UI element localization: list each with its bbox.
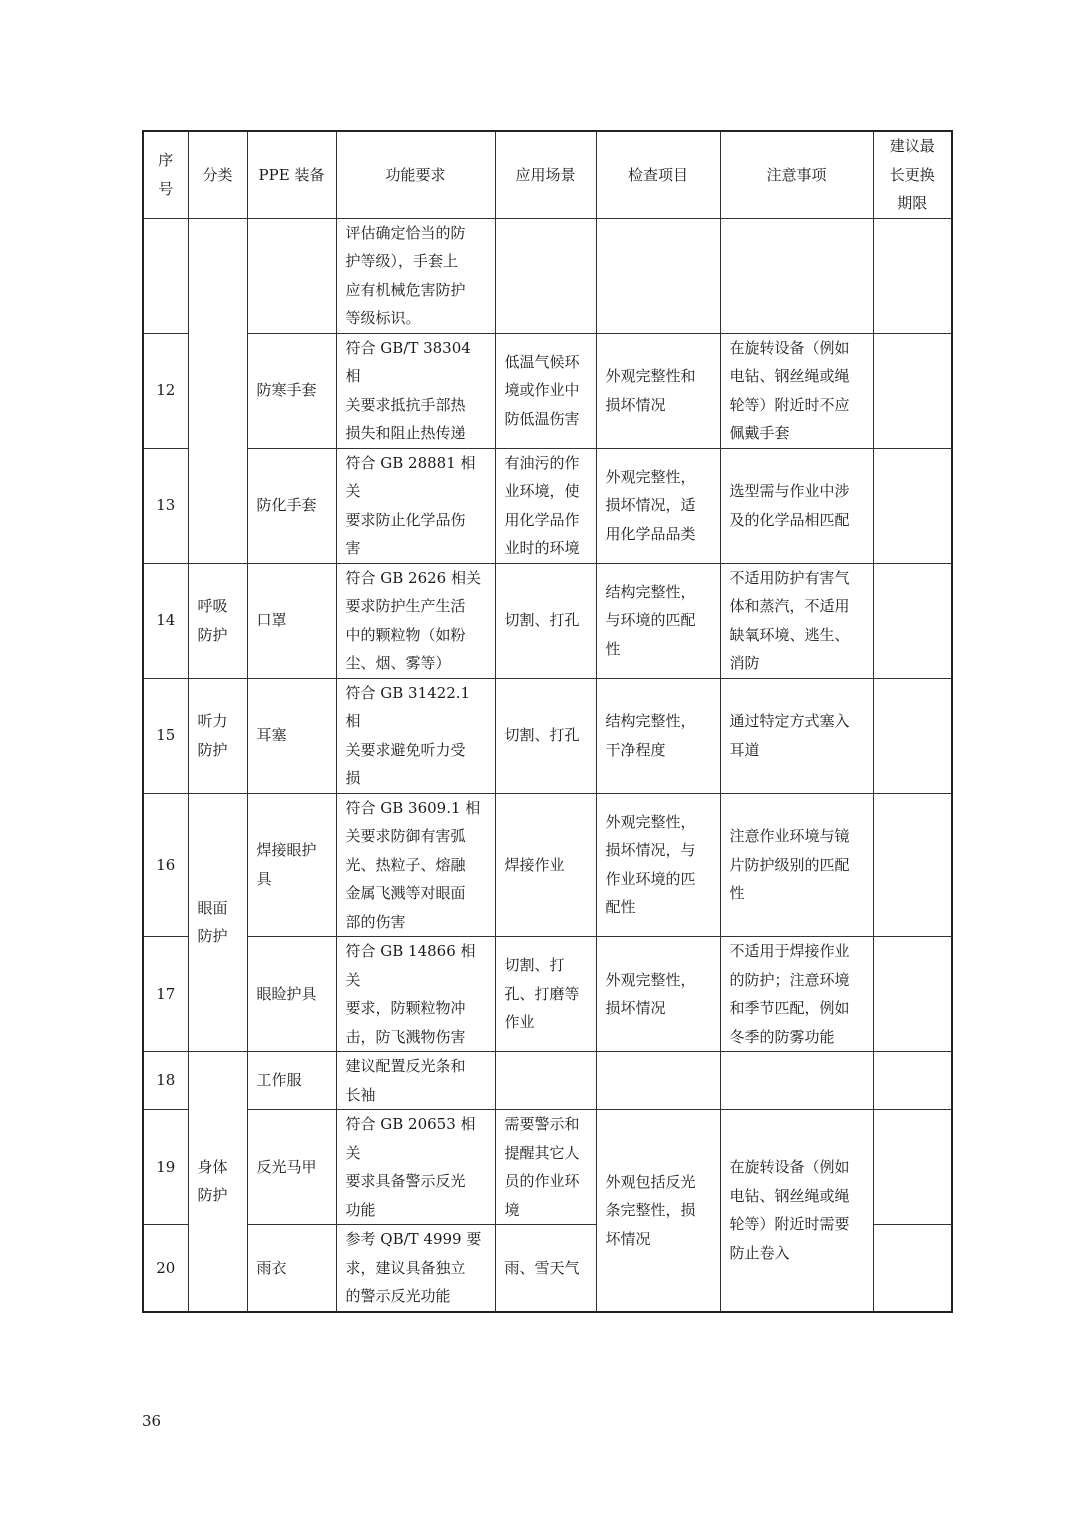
cell-num: 17 [143,937,188,1052]
cell-notes: 在旋转设备（例如 电钻、钢丝绳或绳 轮等）附近时不应 佩戴手套 [720,333,873,448]
cell-category: 眼面 防护 [188,793,247,1052]
cell-ppe: 反光马甲 [247,1110,336,1225]
cell-inspection [596,218,720,333]
cell-ppe [247,218,336,333]
cell-period [873,218,952,333]
cell-function: 评估确定恰当的防 护等级），手套上 应有机械危害防护 等级标识。 [336,218,495,333]
cell-scenario: 切割、打 孔、打磨等 作业 [495,937,596,1052]
cell-inspection: 外观完整性， 损坏情况 [596,937,720,1052]
cell-category [188,218,247,563]
cell-notes: 通过特定方式塞入 耳道 [720,678,873,793]
cell-scenario: 低温气候环 境或作业中 防低温伤害 [495,333,596,448]
table-row [143,793,952,937]
cell-notes: 不适用于焊接作业 的防护；注意环境 和季节匹配，例如 冬季的防雾功能 [720,937,873,1052]
cell-notes: 注意作业环境与镜 片防护级别的匹配 性 [720,793,873,937]
cell-period [873,563,952,678]
page-number: 36 [142,1412,162,1430]
header-category: 分类 [188,131,247,218]
cell-scenario [495,218,596,333]
cell-scenario: 焊接作业 [495,793,596,937]
cell-period [873,1110,952,1225]
cell-inspection: 外观包括反光 条完整性，损 坏情况 [596,1110,720,1312]
cell-function: 符合 GB 14866 相关 要求，防颗粒物冲 击，防飞溅物伤害 [336,937,495,1052]
table-row [143,448,952,563]
cell-category: 身体 防护 [188,1052,247,1312]
cell-scenario: 切割、打孔 [495,563,596,678]
cell-scenario: 雨、雪天气 [495,1225,596,1312]
cell-num: 20 [143,1225,188,1312]
header-function: 功能要求 [336,131,495,218]
cell-period [873,1052,952,1110]
cell-inspection: 结构完整性， 干净程度 [596,678,720,793]
cell-num: 15 [143,678,188,793]
cell-notes: 在旋转设备（例如 电钻、钢丝绳或绳 轮等）附近时需要 防止卷入 [720,1110,873,1312]
cell-num: 18 [143,1052,188,1110]
table-row [143,1052,952,1110]
header-ppe: PPE 装备 [247,131,336,218]
cell-ppe: 工作服 [247,1052,336,1110]
header-scenario: 应用场景 [495,131,596,218]
cell-notes: 不适用防护有害气 体和蒸汽，不适用 缺氧环境、逃生、 消防 [720,563,873,678]
cell-category: 听力 防护 [188,678,247,793]
cell-scenario: 有油污的作 业环境，使 用化学品作 业时的环境 [495,448,596,563]
cell-num: 12 [143,333,188,448]
cell-ppe: 口罩 [247,563,336,678]
cell-inspection [596,1052,720,1110]
table-row [143,1110,952,1225]
header-notes: 注意事项 [720,131,873,218]
cell-function: 建议配置反光条和 长袖 [336,1052,495,1110]
cell-ppe: 眼睑护具 [247,937,336,1052]
cell-num [143,218,188,333]
cell-function: 符合 GB 2626 相关 要求防护生产生活 中的颗粒物（如粉 尘、烟、雾等） [336,563,495,678]
cell-num: 14 [143,563,188,678]
table-row [143,937,952,1052]
cell-scenario: 切割、打孔 [495,678,596,793]
cell-function: 符合 GB 28881 相关 要求防止化学品伤 害 [336,448,495,563]
table-row [143,218,952,333]
cell-period [873,1225,952,1312]
cell-ppe: 防寒手套 [247,333,336,448]
cell-scenario [495,1052,596,1110]
cell-function: 符合 GB/T 38304 相 关要求抵抗手部热 损失和阻止热传递 [336,333,495,448]
cell-function: 符合 GB 3609.1 相 关要求防御有害弧 光、热粒子、熔融 金属飞溅等对眼面 部的伤害 [336,793,495,937]
cell-function: 符合 GB 31422.1 相 关要求避免听力受 损 [336,678,495,793]
cell-num: 19 [143,1110,188,1225]
cell-num: 16 [143,793,188,937]
table-row [143,563,952,678]
header-seq: 序 号 [143,131,188,218]
cell-num: 13 [143,448,188,563]
cell-category: 呼吸 防护 [188,563,247,678]
cell-period [873,333,952,448]
cell-notes [720,218,873,333]
ppe-table [142,130,953,1313]
cell-inspection: 结构完整性， 与环境的匹配 性 [596,563,720,678]
cell-ppe: 耳塞 [247,678,336,793]
cell-period [873,448,952,563]
cell-function: 符合 GB 20653 相关 要求具备警示反光 功能 [336,1110,495,1225]
table-row [143,333,952,448]
cell-notes: 选型需与作业中涉 及的化学品相匹配 [720,448,873,563]
table-row [143,678,952,793]
cell-scenario: 需要警示和 提醒其它人 员的作业环 境 [495,1110,596,1225]
table-header-row [143,131,952,218]
cell-notes [720,1052,873,1110]
cell-ppe: 焊接眼护 具 [247,793,336,937]
cell-inspection: 外观完整性， 损坏情况，适 用化学品品类 [596,448,720,563]
cell-ppe: 雨衣 [247,1225,336,1312]
cell-period [873,793,952,937]
cell-period [873,678,952,793]
cell-inspection: 外观完整性， 损坏情况，与 作业环境的匹 配性 [596,793,720,937]
cell-period [873,937,952,1052]
header-inspection: 检查项目 [596,131,720,218]
header-period: 建议最 长更换 期限 [873,131,952,218]
cell-inspection: 外观完整性和 损坏情况 [596,333,720,448]
cell-ppe: 防化手套 [247,448,336,563]
cell-function: 参考 QB/T 4999 要 求，建议具备独立 的警示反光功能 [336,1225,495,1312]
